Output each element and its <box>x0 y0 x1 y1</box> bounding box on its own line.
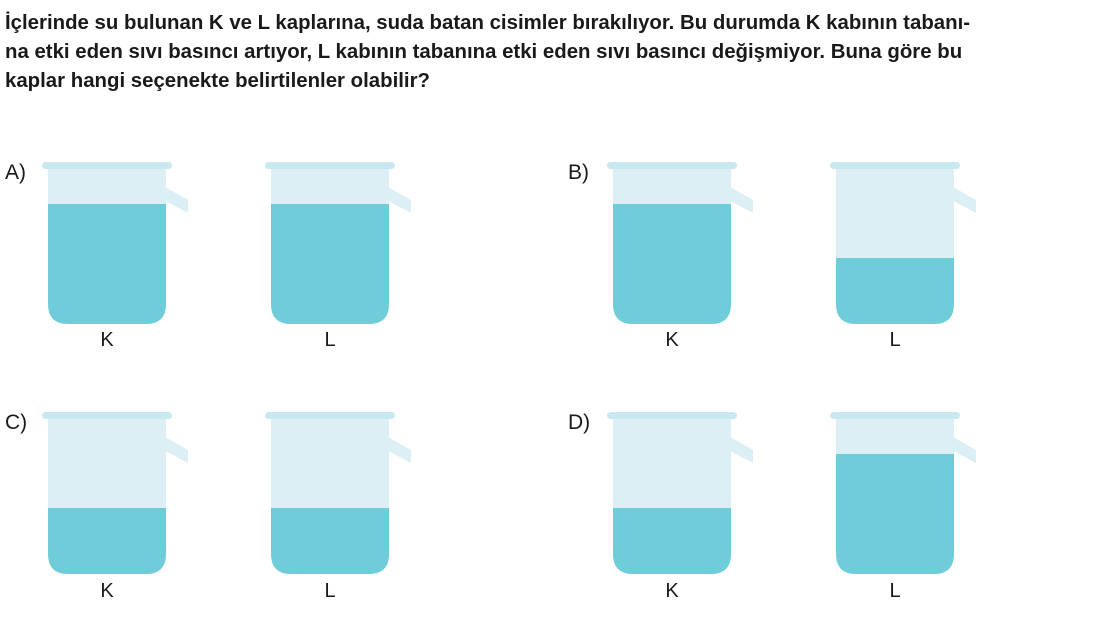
beaker-c-l <box>265 412 405 577</box>
caption-b-k: K <box>665 329 679 351</box>
beaker-water <box>48 204 166 324</box>
beaker-water <box>271 204 389 324</box>
caption-a-l: L <box>324 329 336 351</box>
beaker-svg <box>607 412 757 582</box>
beaker-water <box>271 508 389 574</box>
question-line-1: İçlerinde su bulunan K ve L kaplarına, suda batan cisimler bırakılıyor. Bu durumda K kabının tabanı- <box>5 12 971 34</box>
beaker-b-l <box>830 162 970 327</box>
beaker-svg <box>42 162 192 332</box>
beaker-rim <box>265 412 395 419</box>
question-line-3: kaplar hangi seçenekte belirtilenler olabilir? <box>5 70 430 92</box>
beaker-rim <box>830 162 960 169</box>
caption-b-l: L <box>889 329 901 351</box>
beaker-a-l <box>265 162 405 327</box>
option-a-label[interactable]: A) <box>5 161 26 184</box>
beaker-svg <box>265 162 415 332</box>
beaker-water <box>836 258 954 324</box>
beaker-svg <box>607 162 757 332</box>
option-c-label[interactable]: C) <box>5 411 28 434</box>
beaker-rim <box>607 162 737 169</box>
caption-d-l: L <box>889 580 901 602</box>
beaker-rim <box>607 412 737 419</box>
option-b-label[interactable]: B) <box>568 161 589 184</box>
beaker-water <box>836 454 954 574</box>
beaker-d-l <box>830 412 970 577</box>
beaker-water <box>48 508 166 574</box>
beaker-rim <box>830 412 960 419</box>
question-text <box>5 9 1107 96</box>
caption-c-k: K <box>100 580 114 602</box>
option-d-label[interactable]: D) <box>568 411 591 434</box>
beaker-svg <box>265 412 415 582</box>
beaker-c-k <box>42 412 182 577</box>
beaker-a-k <box>42 162 182 327</box>
caption-c-l: L <box>324 580 336 602</box>
beaker-rim <box>42 162 172 169</box>
caption-a-k: K <box>100 329 114 351</box>
beaker-water <box>613 204 731 324</box>
beaker-rim <box>42 412 172 419</box>
beaker-b-k <box>607 162 747 327</box>
beaker-rim <box>265 162 395 169</box>
beaker-svg <box>42 412 192 582</box>
beaker-water <box>613 508 731 574</box>
caption-d-k: K <box>665 580 679 602</box>
beaker-svg <box>830 412 980 582</box>
beaker-svg <box>830 162 980 332</box>
beaker-d-k <box>607 412 747 577</box>
question-line-2: na etki eden sıvı basıncı artıyor, L kabının tabanına etki eden sıvı basıncı değişmiyor. Buna göre bu <box>5 41 963 63</box>
